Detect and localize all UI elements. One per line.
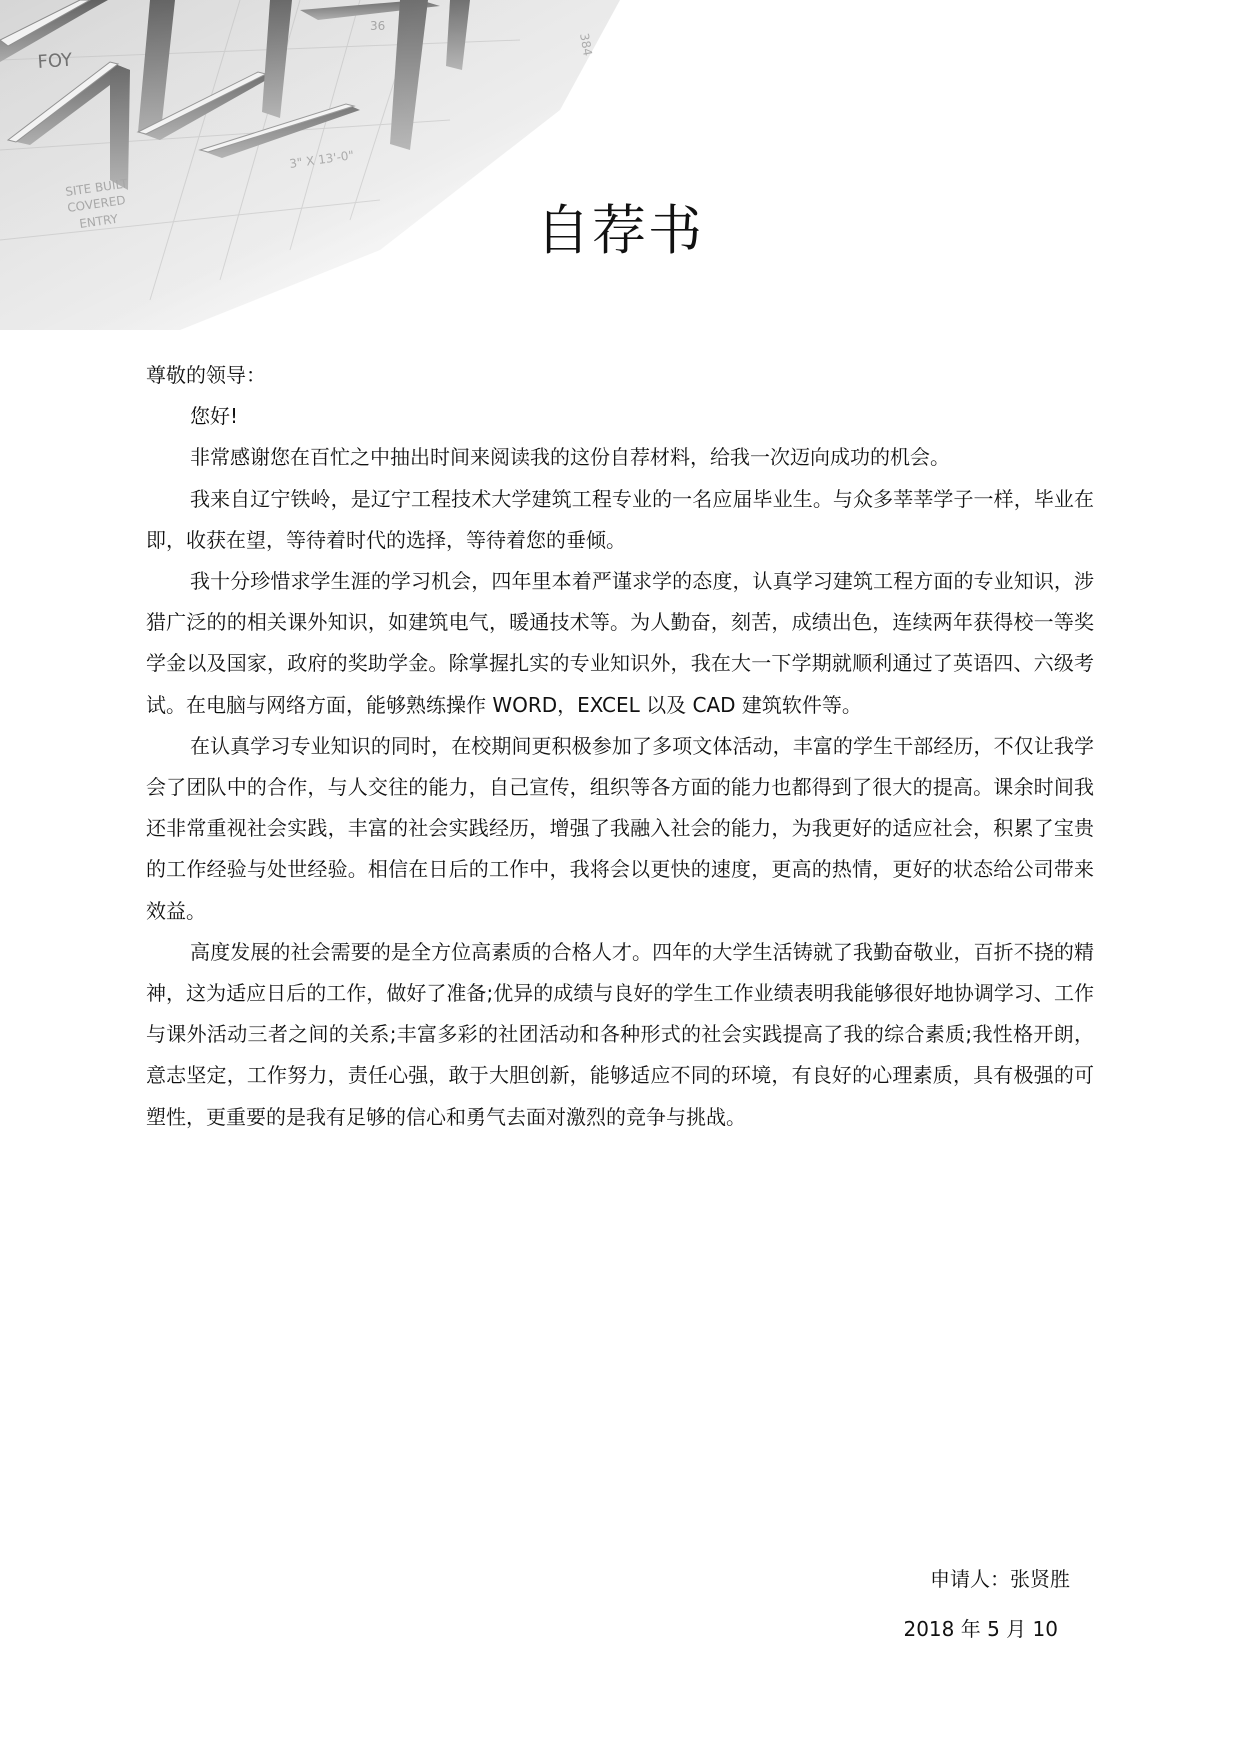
- paragraph-3: 我十分珍惜求学生涯的学习机会，四年里本着严谨求学的态度，认真学习建筑工程方面的专业知识，涉猎广泛的的相关课外知识，如建筑电气，暖通技术等。为人勤奋，刻苦，成绩出色，连续两年获得校一等奖学金以及国家，政府的奖助学金。除掌握扎实的专业知识外，我在大一下学期就顺利通过了英语四、六级考试。在电脑与网络方面，能够熟练操作 WORD，EXCEL 以及 CAD 建筑软件等。: [146, 569, 1094, 717]
- greeting: 您好!: [190, 404, 239, 429]
- architectural-blueprint-illustration-icon: [0, 0, 700, 340]
- page-title: 自荐书: [536, 199, 704, 262]
- salutation: 尊敬的领导：: [146, 363, 266, 387]
- letter-body: [146, 355, 1094, 1138]
- date: 2018 年 5 月 10: [903, 1617, 1058, 1641]
- paragraph-2: 我来自辽宁铁岭，是辽宁工程技术大学建筑工程专业的一名应届毕业生。与众多莘莘学子一样，毕业在即，收获在望，等待着时代的选择，等待着您的垂倾。: [146, 486, 1094, 552]
- paragraph-4: 在认真学习专业知识的同时，在校期间更积极参加了多项文体活动，丰富的学生干部经历，不仅让我学会了团队中的合作，与人交往的能力，自己宣传，组织等各方面的能力也都得到了很大的提高。课余时间我还非常重视社会实践，丰富的社会实践经历，增强了我融入社会的能力，为我更好的适应社会，积累了宝贵的工作经验与处世经验。相信在日后的工作中，我将会以更快的速度，更高的热情，更好的状态给公司带来效益。: [146, 733, 1094, 923]
- paragraph-1: 非常感谢您在百忙之中抽出时间来阅读我的这份自荐材料，给我一次迈向成功的机会。: [190, 445, 950, 470]
- paragraph-5: 高度发展的社会需要的是全方位高素质的合格人才。四年的大学生活铸就了我勤奋敬业，百折不挠的精神，这为适应日后的工作，做好了准备;优异的成绩与良好的学生工作业绩表明我能够很好地协调学习、工作与课外活动三者之间的关系;丰富多彩的社团活动和各种形式的社会实践提高了我的综合素质;我性格开朗，意志坚定，工作努力，责任心强，敢于大胆创新，能够适应不同的环境，有良好的心理素质，具有极强的可塑性，更重要的是我有足够的信心和勇气去面对激烈的竞争与挑战。: [146, 939, 1094, 1129]
- signature: 申请人：张贤胜: [930, 1567, 1070, 1591]
